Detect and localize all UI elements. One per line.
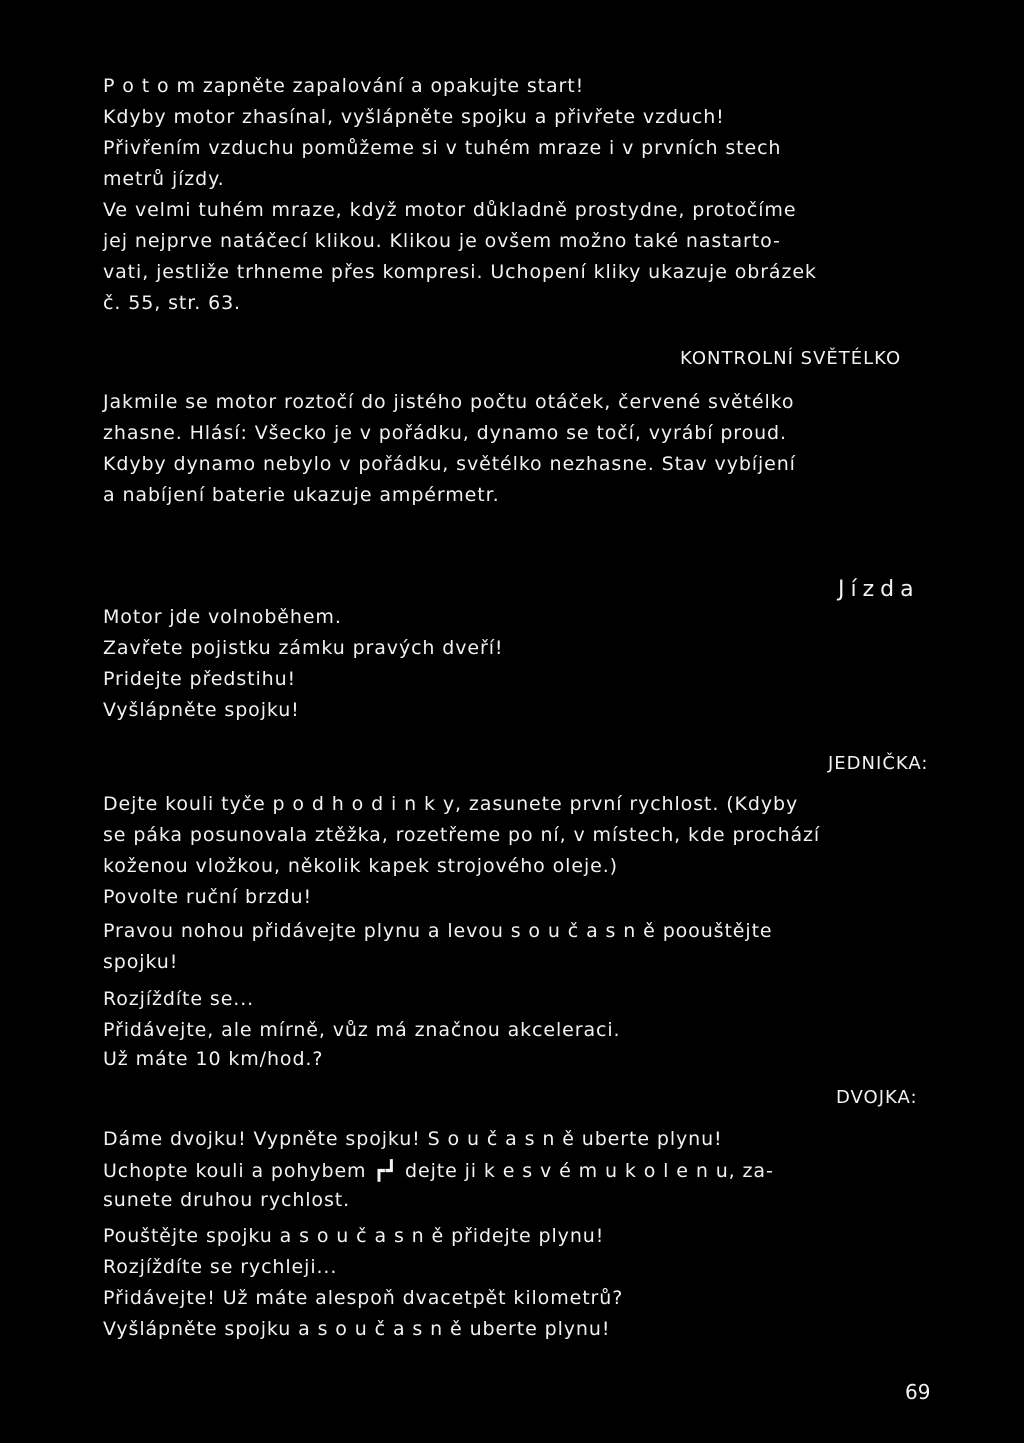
text-line: Pravou nohou přidávejte plynu a levou s o u č a s n ě poouštějte [103, 920, 773, 942]
section-heading-jednicka: JEDNIČKA: [828, 753, 929, 774]
text-line: Pridejte předstihu! [103, 668, 297, 690]
text-line: Kdyby dynamo nebylo v pořádku, světélko nezhasne. Stav vybíjení [103, 453, 796, 475]
section-heading-jizda: Jízda [838, 577, 920, 602]
text-line: Přidávejte! Už máte alespoň dvacetpět kilometrů? [103, 1287, 624, 1309]
text-line: Rozjíždíte se... [103, 988, 255, 1010]
text-line: koženou vložkou, několik kapek strojového oleje.) [103, 855, 618, 877]
text-line: Motor jde volnoběhem. [103, 606, 342, 628]
text-line: Přivřením vzduchu pomůžeme si v tuhém mraze i v prvních stech [103, 137, 782, 159]
text-line: Přidávejte, ale mírně, vůz má značnou akceleraci. [103, 1019, 621, 1041]
text-line: Pouštějte spojku a s o u č a s n ě přidejte plynu! [103, 1225, 605, 1247]
text-line: Povolte ruční brzdu! [103, 886, 312, 908]
text-line: Kdyby motor zhasínal, vyšlápněte spojku a přivřete vzduch! [103, 106, 725, 128]
text-line: Dáme dvojku! Vypněte spojku! S o u č a s n ě uberte plynu! [103, 1128, 723, 1150]
text-line: Ve velmi tuhém mraze, když motor důkladně prostydne, protočíme [103, 199, 797, 221]
text-line: jej nejprve natáčecí klikou. Klikou je ovšem možno také nastarto- [103, 230, 781, 252]
text-line: Uchopte kouli a pohybem ┏┛ dejte ji k e s v é m u k o l e n u, za- [103, 1160, 774, 1182]
text-line: Vyšlápněte spojku! [103, 699, 300, 721]
text-line: Dejte kouli tyče p o d h o d i n k y, zasunete první rychlost. (Kdyby [103, 793, 799, 815]
text-line: se páka posunovala ztěžka, rozetřeme po ní, v místech, kde prochází [103, 824, 821, 846]
text-line: zhasne. Hlásí: Všecko je v pořádku, dynamo se točí, vyrábí proud. [103, 422, 787, 444]
section-heading-dvojka: DVOJKA: [836, 1087, 918, 1108]
text-line: metrů jízdy. [103, 168, 225, 190]
text-line: spojku! [103, 951, 179, 973]
text-line: P o t o m zapněte zapalování a opakujte start! [103, 75, 585, 97]
text-line: Rozjíždíte se rychleji... [103, 1256, 338, 1278]
section-heading-kontrolni: KONTROLNÍ SVĚTÉLKO [680, 348, 902, 369]
text-line: a nabíjení baterie ukazuje ampérmetr. [103, 484, 500, 506]
page-number: 69 [905, 1380, 931, 1404]
text-line: vati, jestliže trhneme přes kompresi. Uchopení kliky ukazuje obrázek [103, 261, 817, 283]
text-line: Vyšlápněte spojku a s o u č a s n ě uberte plynu! [103, 1318, 611, 1340]
text-line: č. 55, str. 63. [103, 292, 241, 314]
text-line: Zavřete pojistku zámku pravých dveří! [103, 637, 504, 659]
text-line: sunete druhou rychlost. [103, 1189, 351, 1211]
text-line: Jakmile se motor roztočí do jistého počtu otáček, červené světélko [103, 391, 795, 413]
text-line: Už máte 10 km/hod.? [103, 1048, 324, 1070]
